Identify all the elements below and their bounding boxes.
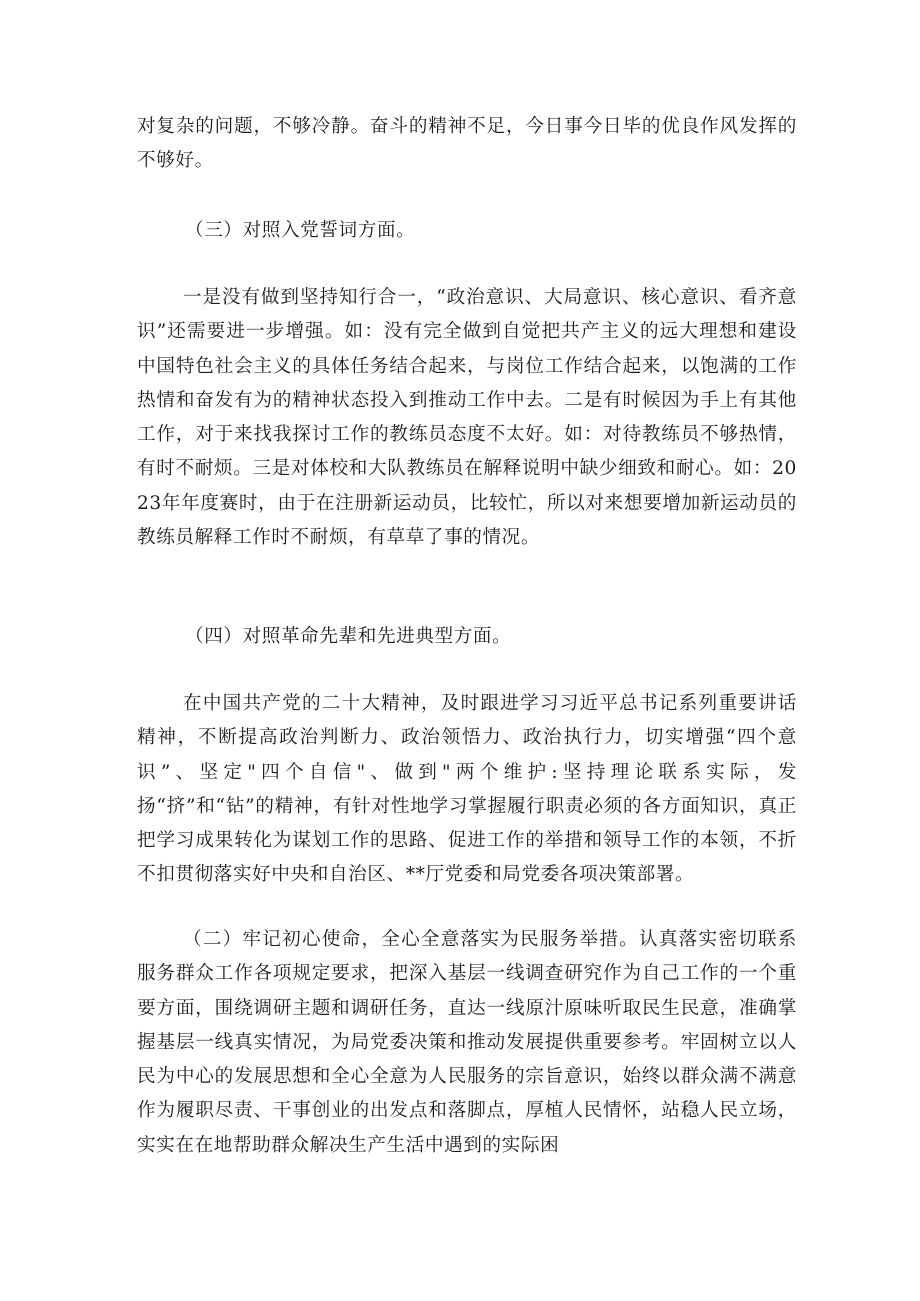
section-heading-3: （三）对照入党誓词方面。: [185, 220, 416, 241]
paragraph-pioneers: 在中国共产党的二十大精神，及时跟进学习习近平总书记系列重要讲话精神，不断提高政治判断力、政治领悟力、政治执行力，切实增强“四个意识”、坚定"四个自信"、做到"两个维护:坚持理论联系实际，发扬“挤”和“钻”的精神，有针对性地学习掌握履行职责必须的各方面知识，真正把学习成果转化为谋划工作的思路、促进工作的举措和领导工作的本领，不折不扣贯彻落实好中央和自治区、**厅党委和局党委各项决策部署。: [137, 693, 797, 886]
section-heading-4: （四）对照革命先辈和先进典型方面。: [185, 626, 512, 647]
paragraph-mission: （二）牢记初心使命，全心全意落实为民服务举措。认真落实密切联系服务群众工作各项规定要求，把深入基层一线调查研究作为自己工作的一个重要方面，围绕调研主题和调研任务，直达一线原汁原味听取民生民意，准确掌握基层一线真实情况，为局党委决策和推动发展提供重要参考。牢固树立以人民为中心的发展思想和全心全意为人民服务的宗旨意识，始终以群众满不满意作为履职尽责、干事创业的出发点和落脚点，厚植人民情怀，站稳人民立场，实实在在地帮助群众解决生产生活中遇到的实际困: [137, 929, 797, 1156]
paragraph-continuation: 对复杂的问题，不够冷静。奋斗的精神不足，今日事今日毕的优良作风发挥的不够好。: [137, 116, 797, 172]
paragraph-oath: 一是没有做到坚持知行合一，“政治意识、大局意识、核心意识、看齐意识”还需要进一步增强。如：没有完全做到自觉把共产主义的远大理想和建设中国特色社会主义的具体任务结合起来，与岗位工作结合起来，以饱满的工作热情和奋发有为的精神状态投入到推动工作中去。二是有时候因为手上有其他工作，对于来找我探讨工作的教练员态度不太好。如：对待教练员不够热情，有时不耐烦。三是对体校和大队教练员在解释说明中缺少细致和耐心。如：2023年年度赛时，由于在注册新运动员，比较忙，所以对来想要增加新运动员的教练员解释工作时不耐烦，有草草了事的情况。: [137, 287, 797, 549]
